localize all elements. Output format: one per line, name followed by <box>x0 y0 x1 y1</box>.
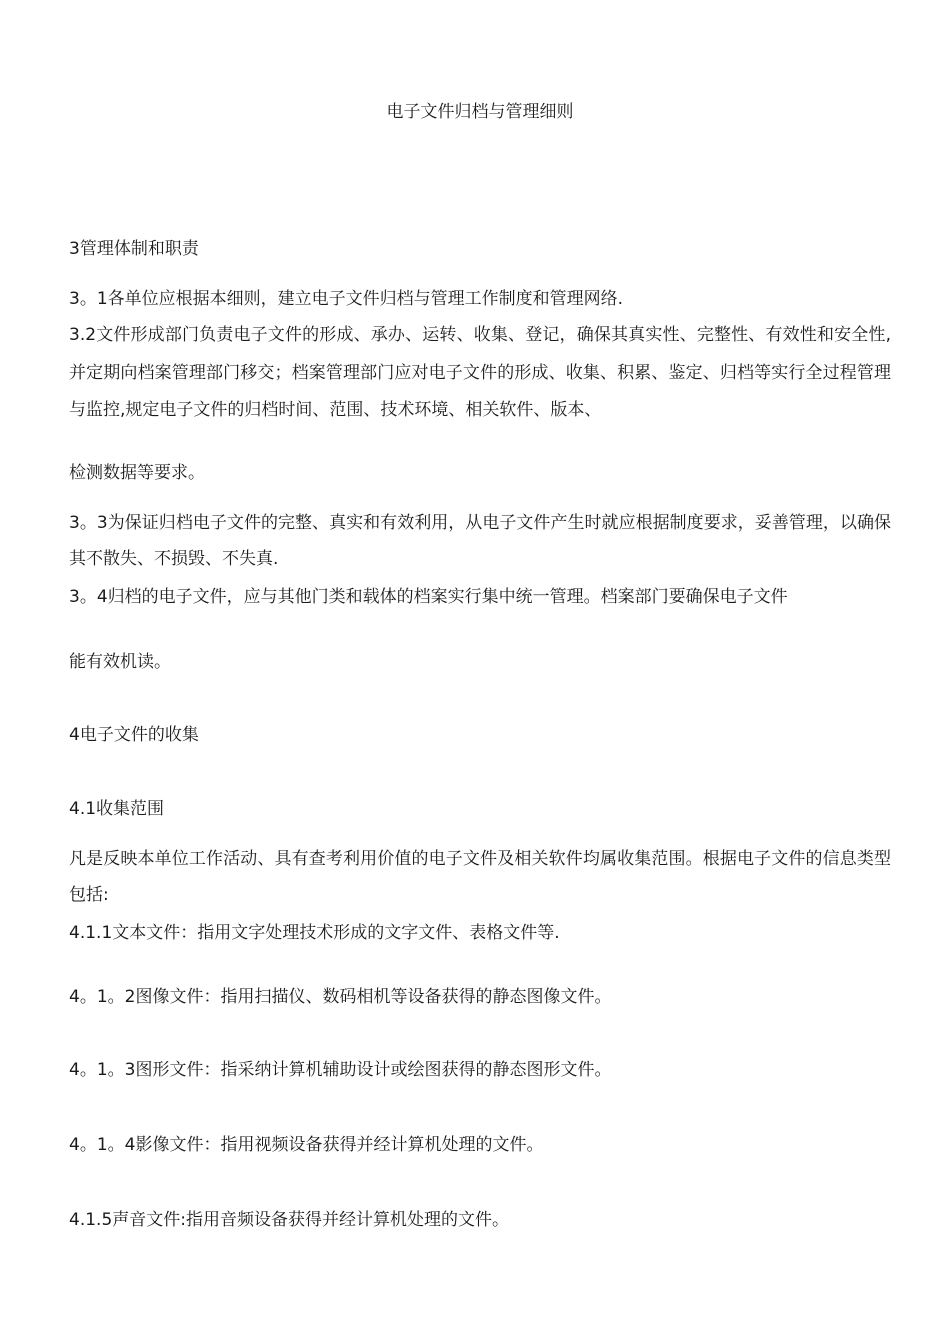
item-4-1-1: 4.1.1文本文件：指用文字处理技术形成的文字文件、表格文件等. <box>69 923 560 943</box>
paragraph-3-1: 3。1各单位应根据本细则，建立电子文件归档与管理工作制度和管理网络. <box>69 289 624 309</box>
paragraph-3-2-continued: 检测数据等要求。 <box>69 463 205 483</box>
item-4-1-4: 4。1。4影像文件：指用视频设备获得并经计算机处理的文件。 <box>69 1135 544 1155</box>
paragraph-3-4-continued: 能有效机读。 <box>69 652 171 672</box>
document-title: 电子文件归档与管理细则 <box>386 102 574 122</box>
item-4-1-5: 4.1.5声音文件:指用音频设备获得并经计算机处理的文件。 <box>69 1210 509 1230</box>
paragraph-3-3: 3。3为保证归档电子文件的完整、真实和有效利用，从电子文件产生时就应根据制度要求，妥善管理，以确保其不散失、不损毁、不失真. <box>69 513 891 569</box>
section-4-1-intro: 凡是反映本单位工作活动、具有查考利用价值的电子文件及相关软件均属收集范围。根据电子文件的信息类型包括: <box>69 849 891 905</box>
paragraph-3-4: 3。4归档的电子文件，应与其他门类和载体的档案实行集中统一管理。档案部门要确保电子文件 <box>69 587 788 607</box>
paragraph-3-2: 3.2文件形成部门负责电子文件的形成、承办、运转、收集、登记，确保其真实性、完整性、有效性和安全性,并定期向档案管理部门移交；档案管理部门应对电子文件的形成、收集、积累、鉴定、归档等实行全过程管理与监控,规定电子文件的归档时间、范围、技术环境、相关软件、版本、 <box>69 325 891 420</box>
item-4-1-2: 4。1。2图像文件：指用扫描仪、数码相机等设备获得的静态图像文件。 <box>69 987 612 1007</box>
item-4-1-3: 4。1。3图形文件：指采纳计算机辅助设计或绘图获得的静态图形文件。 <box>69 1060 612 1080</box>
section-4-1-heading: 4.1收集范围 <box>69 799 165 819</box>
section-4-heading: 4电子文件的收集 <box>69 725 199 745</box>
section-3-heading: 3管理体制和职责 <box>69 239 199 259</box>
